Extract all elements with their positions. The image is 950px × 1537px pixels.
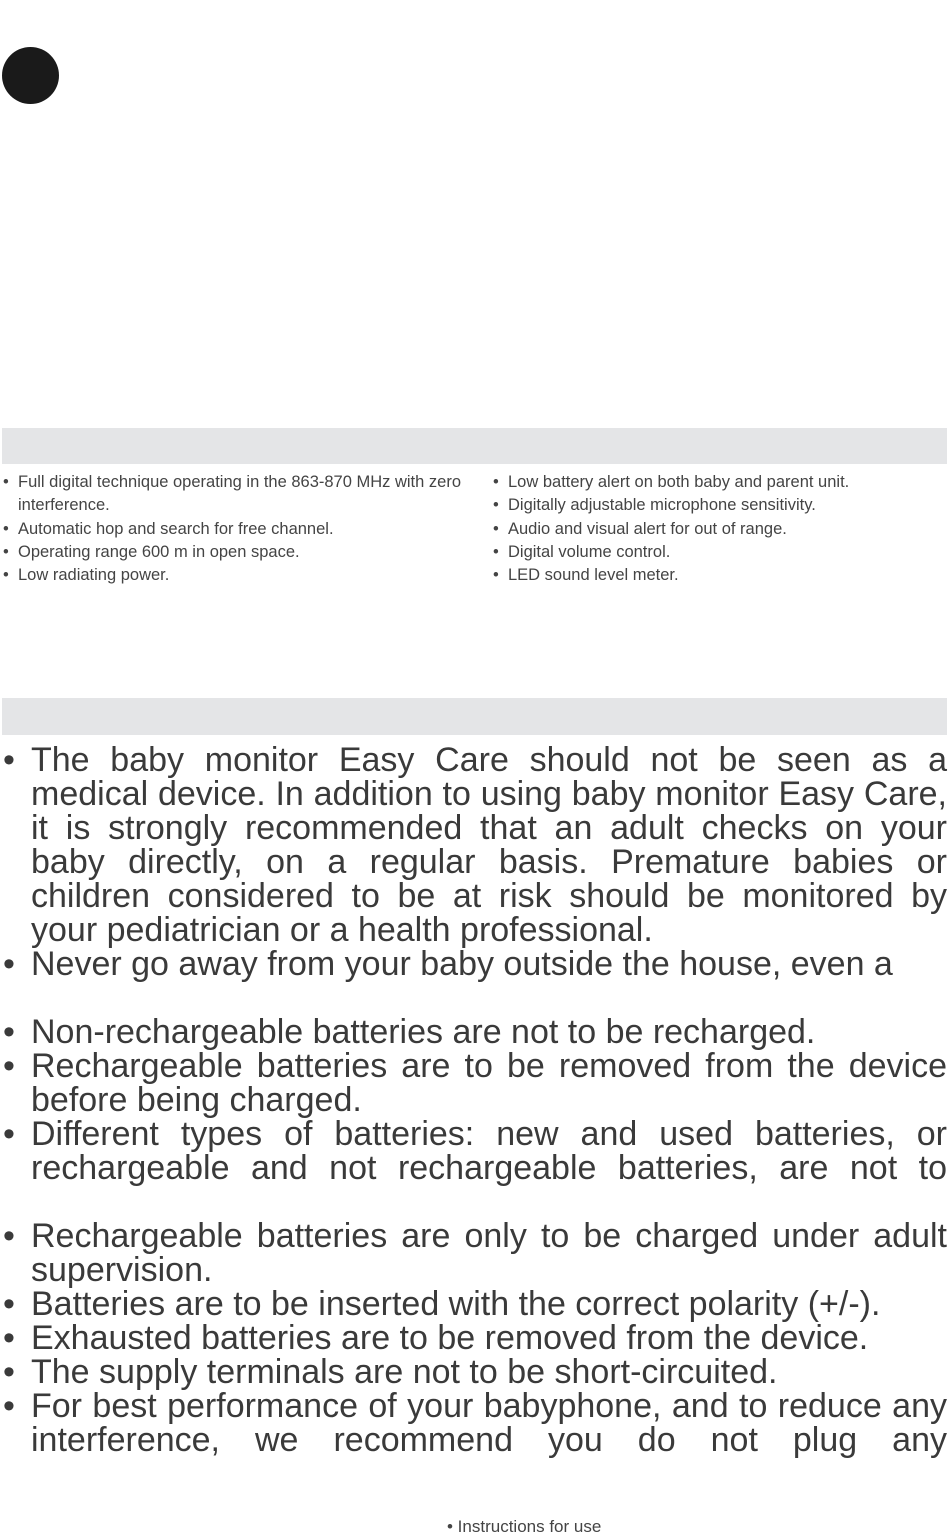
- feature-item: • LED sound level meter.: [493, 564, 943, 587]
- feature-item: • Digitally adjustable microphone sensitivity.: [493, 494, 943, 517]
- feature-list-right: [493, 471, 943, 587]
- feature-item: • Operating range 600 m in open space.: [3, 541, 473, 564]
- warning-item: • Never go away from your baby outside the house, even a: [3, 947, 947, 981]
- page-footer: • Instructions for use: [447, 1517, 602, 1536]
- section-header-band-warnings: [2, 698, 947, 735]
- warning-item: • Batteries are to be inserted with the correct polarity (+/-).: [3, 1287, 947, 1321]
- warning-item: • Rechargeable batteries are to be removed from the device before being charged.: [3, 1049, 947, 1117]
- section-marker-dot: [2, 47, 59, 104]
- warning-item: • The supply terminals are not to be short-circuited.: [3, 1355, 947, 1389]
- warning-item: • Exhausted batteries are to be removed from the device.: [3, 1321, 947, 1355]
- warning-item: • Rechargeable batteries are only to be charged under adult supervision.: [3, 1219, 947, 1287]
- feature-item: • Full digital technique operating in the 863-870 MHz with zero interference.: [3, 471, 473, 518]
- warning-item: • The baby monitor Easy Care should not be seen as a medical device. In addition to using baby monitor Easy Care, it is strongly recommended that an adult checks on your baby directly, on a regular basis. Premature babies or children considered to be at risk should be monitored by your pediatrician or a health professional.: [3, 743, 947, 947]
- feature-item: • Low radiating power.: [3, 564, 473, 587]
- feature-list-left: [3, 471, 473, 587]
- warning-item: • Non-rechargeable batteries are not to be recharged.: [3, 1015, 947, 1049]
- section-header-band-features: [2, 428, 947, 464]
- feature-item: • Audio and visual alert for out of range.: [493, 518, 943, 541]
- warning-item: • For best performance of your babyphone, and to reduce any interference, we recommend you do not plug any: [3, 1389, 947, 1457]
- feature-item: • Automatic hop and search for free channel.: [3, 518, 473, 541]
- feature-item: • Low battery alert on both baby and parent unit.: [493, 471, 943, 494]
- feature-item: • Digital volume control.: [493, 541, 943, 564]
- warning-item: • Different types of batteries: new and used batteries, or rechargeable and not rechargeable batteries, are not to: [3, 1117, 947, 1185]
- warning-list: [3, 743, 947, 1457]
